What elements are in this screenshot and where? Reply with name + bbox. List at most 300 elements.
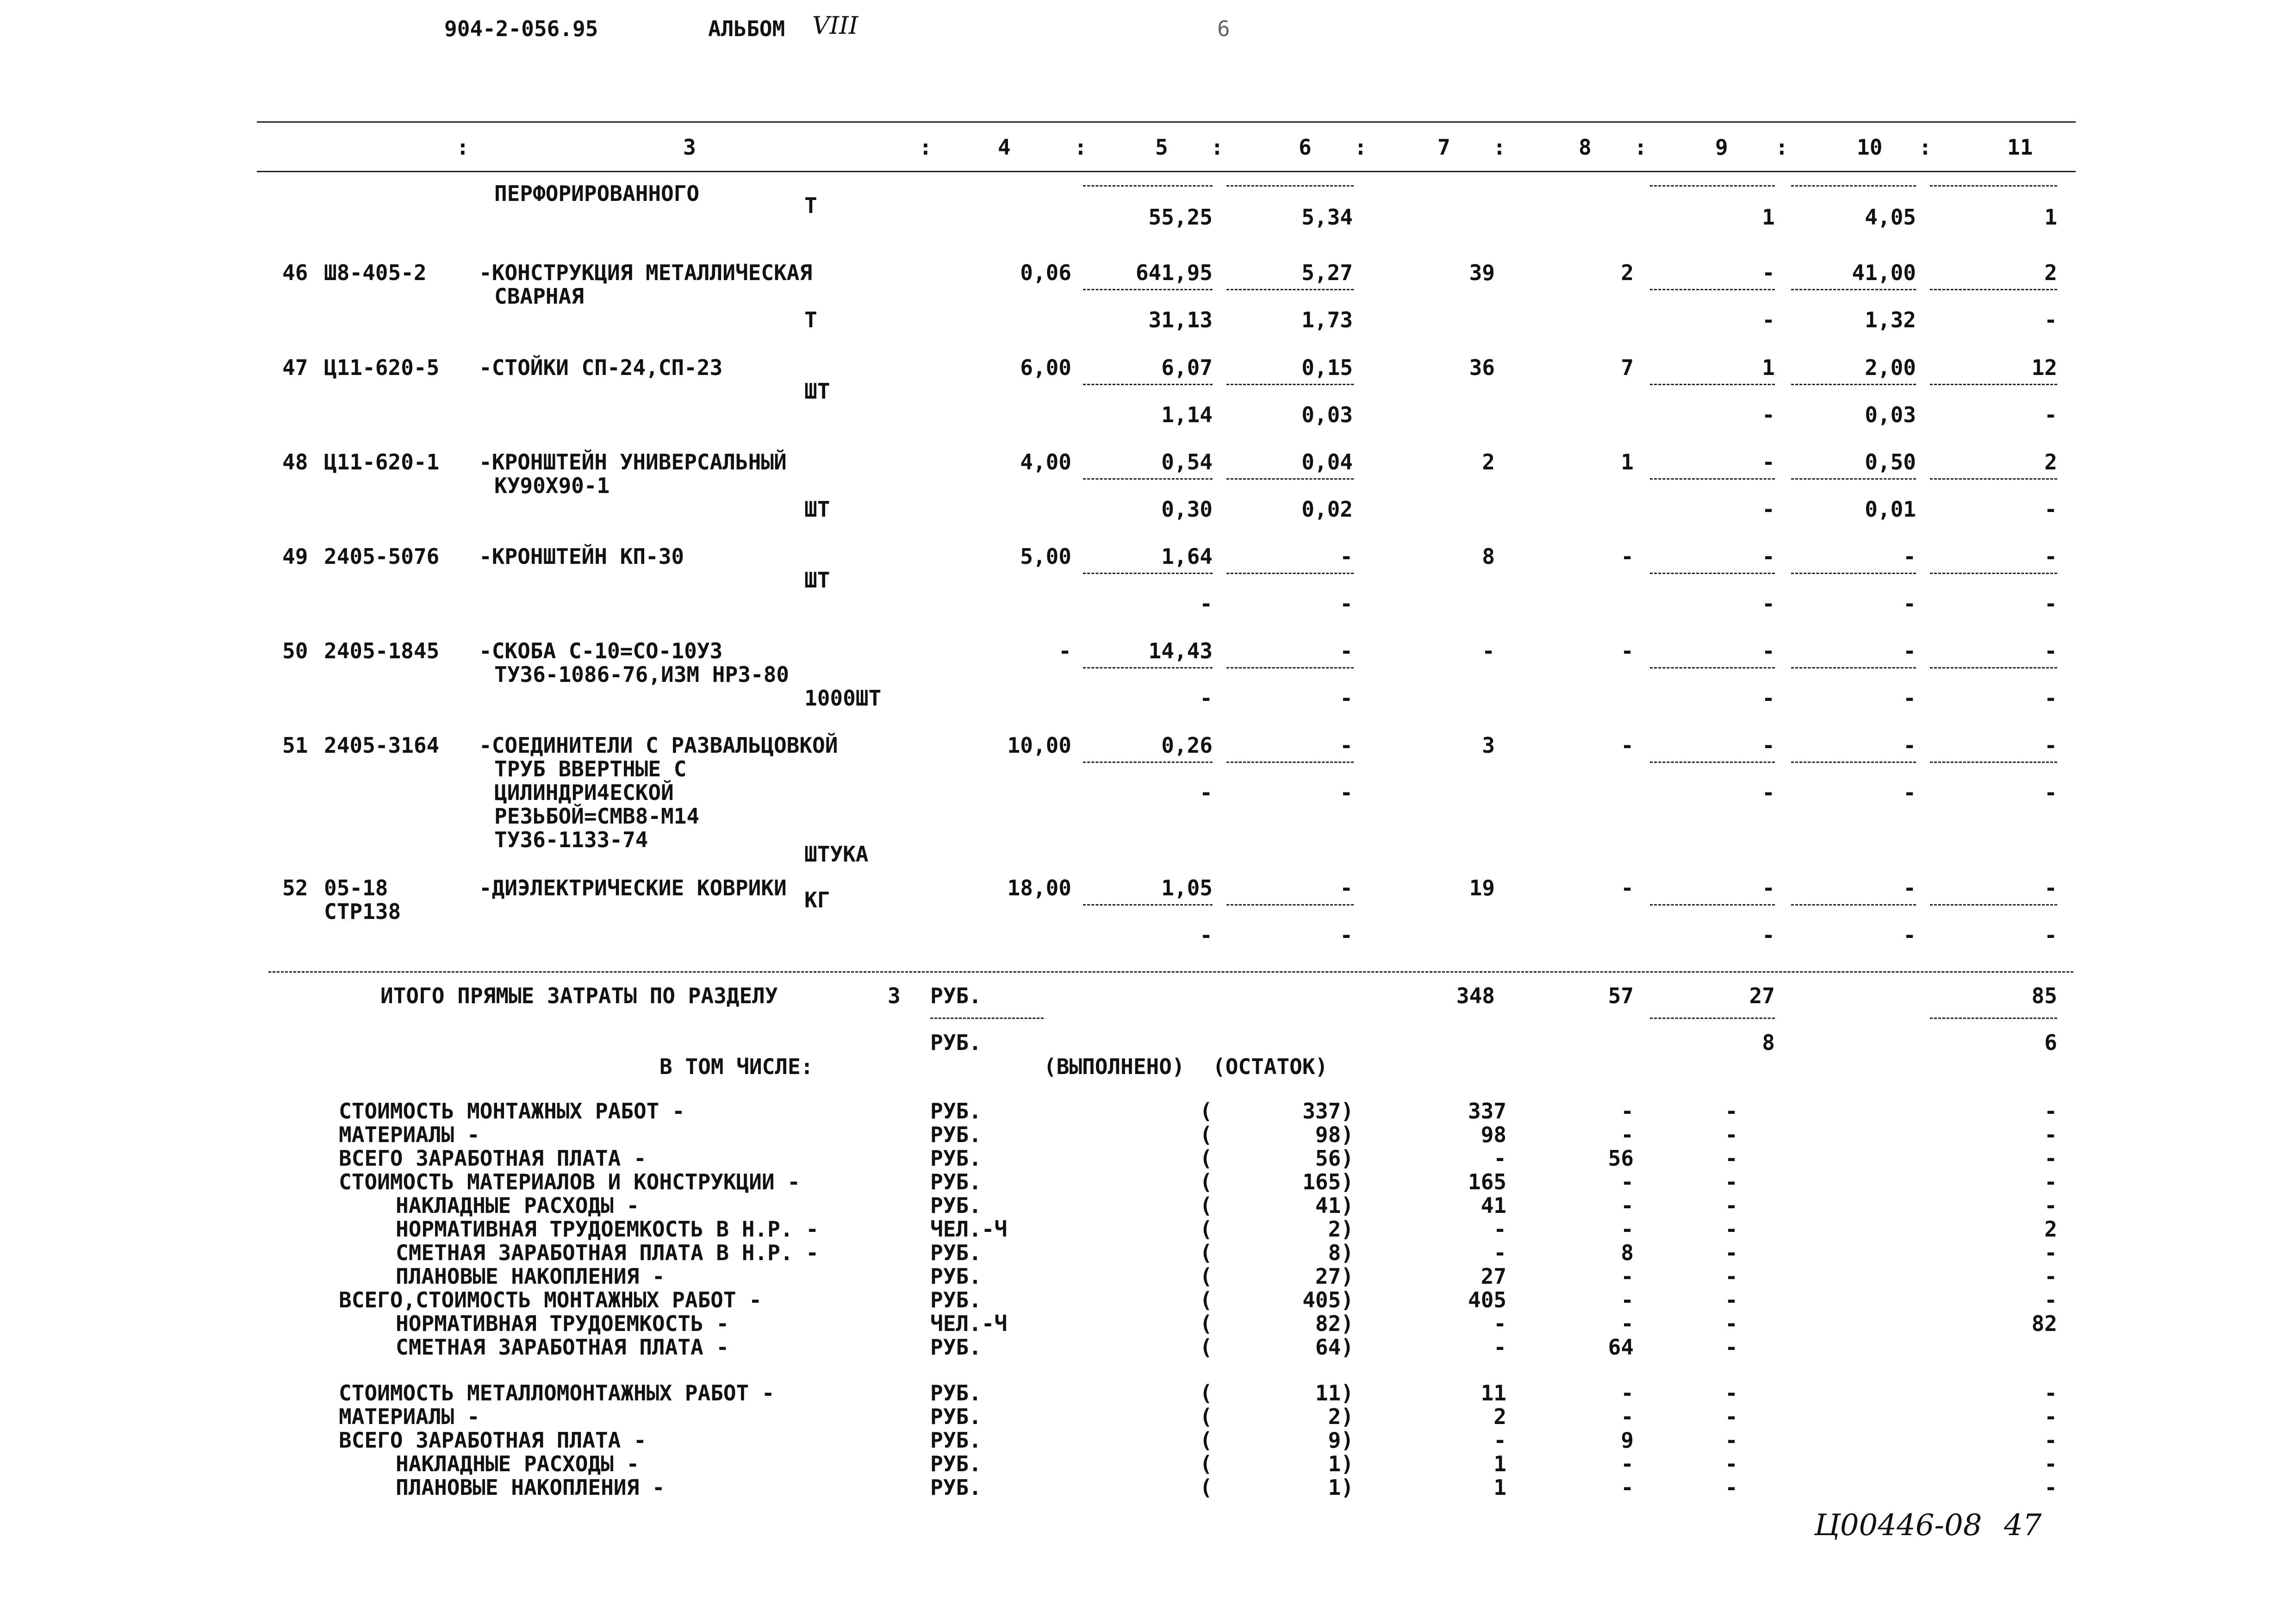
breakdown-c7: -	[1493, 1428, 1506, 1453]
breakdown-c8: -	[1621, 1404, 1634, 1429]
cell-rule	[1083, 573, 1213, 574]
row-unit: Т	[804, 193, 817, 218]
breakdown-c7: -	[1493, 1335, 1506, 1360]
cell-c6: 0,04	[1301, 450, 1353, 475]
open-paren: (	[1200, 1264, 1213, 1289]
cell-c6b: 0,03	[1301, 402, 1353, 427]
row-unit: ШТ	[804, 497, 830, 522]
cell-c10b: 0,01	[1865, 497, 1916, 522]
column-header-3: 3	[683, 135, 696, 160]
cell-c6: -	[1340, 733, 1353, 758]
totals-c11-rule	[1930, 1018, 2057, 1019]
row-code: 2405-5076	[324, 544, 440, 569]
breakdown-unit: РУБ.	[930, 1240, 982, 1265]
breakdown-label: СМЕТНАЯ ЗАРАБОТНАЯ ПЛАТА В Н.Р. -	[396, 1240, 819, 1265]
cell-c10: -	[1903, 544, 1916, 569]
breakdown-c9: -	[1725, 1122, 1738, 1147]
cell-rule	[1083, 762, 1213, 763]
breakdown-c11: -	[2044, 1122, 2057, 1147]
cell-c4: 5,00	[1020, 544, 1071, 569]
cell-rule	[1083, 289, 1213, 290]
breakdown-c9: -	[1725, 1193, 1738, 1218]
cell-c11: 2	[2044, 450, 2057, 475]
handwritten-page-number: 47	[2004, 1508, 2042, 1543]
cell-rule	[1650, 573, 1775, 574]
breakdown-c11: 82	[2031, 1311, 2057, 1336]
row-name: -КРОНШТЕЙН КП-30	[479, 544, 684, 569]
cell-rule	[1791, 667, 1916, 668]
including-label: В ТОМ ЧИСЛЕ:	[660, 1054, 814, 1079]
cell-c8: -	[1621, 544, 1634, 569]
breakdown-c7: 98	[1481, 1122, 1506, 1147]
cell-rule	[1226, 478, 1354, 480]
open-paren: (	[1200, 1122, 1213, 1147]
breakdown-done: 27)	[1315, 1264, 1354, 1289]
cell-c9b: -	[1762, 402, 1775, 427]
breakdown-c7: 337	[1468, 1099, 1506, 1124]
open-paren: (	[1200, 1428, 1213, 1453]
cell-rule	[1226, 573, 1354, 574]
column-separator: :	[1354, 135, 1367, 160]
breakdown-unit: РУБ.	[930, 1193, 982, 1218]
row-name: КУ90Х90-1	[494, 473, 610, 498]
open-paren: (	[1200, 1193, 1213, 1218]
row-name: -СОЕДИНИТЕЛИ С РАЗВАЛЬЦОВКОЙ	[479, 733, 838, 758]
cell-c7: 8	[1482, 544, 1495, 569]
cell-c9: -	[1762, 733, 1775, 758]
cell-c10b: 0,03	[1865, 402, 1916, 427]
column-separator: :	[1211, 135, 1224, 160]
cell-c5b: 1,14	[1161, 402, 1213, 427]
cell-c9: 1	[1762, 355, 1775, 380]
breakdown-done: 64)	[1315, 1335, 1354, 1360]
cell-c9b: -	[1762, 780, 1775, 805]
row-number: 48	[282, 450, 308, 475]
breakdown-done: 98)	[1315, 1122, 1354, 1147]
cell-rule	[1930, 762, 2057, 763]
cell-rule	[1791, 573, 1916, 574]
cell-rule	[1226, 289, 1354, 290]
breakdown-unit: РУБ.	[930, 1404, 982, 1429]
breakdown-label: СТОИМОСТЬ МОНТАЖНЫХ РАБОТ -	[339, 1099, 685, 1124]
row-number: 52	[282, 875, 308, 900]
column-separator: :	[456, 135, 469, 160]
cell-rule	[1650, 384, 1775, 385]
column-separator: :	[919, 135, 932, 160]
cell-rule	[1650, 762, 1775, 763]
cell-c9b: -	[1762, 591, 1775, 616]
open-paren: (	[1200, 1451, 1213, 1476]
handwritten-stamp: Ц00446-08	[1814, 1508, 1982, 1543]
cell-rule	[1791, 289, 1916, 290]
row-name: -СТОЙКИ СП-24,СП-23	[479, 355, 723, 380]
breakdown-label: СМЕТНАЯ ЗАРАБОТНАЯ ПЛАТА -	[396, 1335, 729, 1360]
breakdown-c11: -	[2044, 1287, 2057, 1312]
row-name: -СКОБА С-10=СО-10У3	[479, 638, 723, 663]
cell-c10: 2,00	[1865, 355, 1916, 380]
cell-c7: 19	[1469, 875, 1495, 900]
breakdown-c11: -	[2044, 1264, 2057, 1289]
cell-rule	[1083, 384, 1213, 385]
open-paren: (	[1200, 1099, 1213, 1124]
row-number: 51	[282, 733, 308, 758]
cell-c4: 0,06	[1020, 260, 1071, 285]
cell-c11: -	[2044, 544, 2057, 569]
column-separator: :	[1919, 135, 1932, 160]
breakdown-done: 1)	[1328, 1451, 1354, 1476]
cell-c9: -	[1762, 450, 1775, 475]
breakdown-done: 41)	[1315, 1193, 1354, 1218]
breakdown-c8: -	[1621, 1451, 1634, 1476]
cell-c5b: -	[1200, 780, 1213, 805]
breakdown-done: 9)	[1328, 1428, 1354, 1453]
breakdown-c9: -	[1725, 1099, 1738, 1124]
breakdown-c8: -	[1621, 1380, 1634, 1405]
cell-rule	[1083, 478, 1213, 480]
cell-c6: -	[1340, 638, 1353, 663]
cell-rule	[1930, 384, 2057, 385]
breakdown-c11: -	[2044, 1380, 2057, 1405]
column-header-10: 10	[1857, 135, 1883, 160]
cell-c5: 0,26	[1161, 733, 1213, 758]
breakdown-c8: -	[1621, 1099, 1634, 1124]
row-name: РЕЗЬБОЙ=СМВ8-М14	[494, 804, 700, 829]
cell-c10b: -	[1903, 591, 1916, 616]
cell-c5: 6,07	[1161, 355, 1213, 380]
cell-c7: 36	[1469, 355, 1495, 380]
album-number: VIII	[812, 12, 859, 40]
cell-rule	[1791, 904, 1916, 906]
breakdown-c9: -	[1725, 1240, 1738, 1265]
cell-c8: 2	[1621, 260, 1634, 285]
cell-c11b: -	[2044, 780, 2057, 805]
breakdown-c7: 2	[1493, 1404, 1506, 1429]
cell-c8: -	[1621, 638, 1634, 663]
cell-c7: -	[1482, 638, 1495, 663]
breakdown-c8: 9	[1621, 1428, 1634, 1453]
breakdown-c11: -	[2044, 1099, 2057, 1124]
breakdown-unit: РУБ.	[930, 1428, 982, 1453]
cell-rule	[1226, 762, 1354, 763]
breakdown-unit: РУБ.	[930, 1380, 982, 1405]
breakdown-unit: РУБ.	[930, 1122, 982, 1147]
breakdown-unit: ЧЕЛ.-Ч	[930, 1217, 1008, 1242]
cell-rule	[1650, 667, 1775, 668]
document-code: 904-2-056.95	[444, 16, 598, 41]
row-code: 2405-1845	[324, 638, 440, 663]
row-name: ТУ36-1086-76,ИЗМ НР3-80	[494, 662, 789, 687]
breakdown-label: МАТЕРИАЛЫ -	[339, 1404, 480, 1429]
totals-c8: 57	[1608, 983, 1634, 1008]
cell-c9b: -	[1762, 923, 1775, 948]
totals-label: ИТОГО ПРЯМЫЕ ЗАТРАТЫ ПО РАЗДЕЛУ	[380, 983, 778, 1008]
breakdown-done: 405)	[1302, 1287, 1354, 1312]
breakdown-c8: -	[1621, 1217, 1634, 1242]
cell-c6b: -	[1340, 591, 1353, 616]
cell-c11b: -	[2044, 497, 2057, 522]
cell-c6b: 0,02	[1301, 497, 1353, 522]
cell-rule	[1791, 185, 1916, 187]
breakdown-c8: -	[1621, 1287, 1634, 1312]
cell-rule	[1083, 904, 1213, 906]
row-name: СВАРНАЯ	[494, 284, 584, 309]
totals-c7: 348	[1456, 983, 1495, 1008]
cell-c11: -	[2044, 875, 2057, 900]
cell-rule	[1083, 185, 1213, 187]
cell-rule	[1930, 185, 2057, 187]
cell-c11b: -	[2044, 591, 2057, 616]
breakdown-label: НАКЛАДНЫЕ РАСХОДЫ -	[396, 1193, 640, 1218]
cell-c10b: -	[1903, 923, 1916, 948]
cell-c11: 12	[2031, 355, 2057, 380]
cell-c11: -	[2044, 733, 2057, 758]
cell-c5b: 0,30	[1161, 497, 1213, 522]
row-name: -КОНСТРУКЦИЯ МЕТАЛЛИЧЕСКАЯ	[479, 260, 813, 285]
cell-c9: -	[1762, 544, 1775, 569]
breakdown-c11: -	[2044, 1193, 2057, 1218]
row-name: ПЕРФОРИРОВАННОГО	[494, 181, 700, 206]
breakdown-c8: -	[1621, 1264, 1634, 1289]
breakdown-label: НОРМАТИВНАЯ ТРУДОЕМКОСТЬ В Н.Р. -	[396, 1217, 819, 1242]
cell-c5b: -	[1200, 686, 1213, 711]
breakdown-label: НОРМАТИВНАЯ ТРУДОЕМКОСТЬ -	[396, 1311, 729, 1336]
cell-c8: 1	[1621, 450, 1634, 475]
row-name: -КРОНШТЕЙН УНИВЕРСАЛЬНЫЙ	[479, 450, 787, 475]
open-paren: (	[1200, 1169, 1213, 1194]
cell-c10b: -	[1903, 780, 1916, 805]
cell-c10b: 4,05	[1865, 205, 1916, 230]
breakdown-c8: 64	[1608, 1335, 1634, 1360]
cell-c5: 14,43	[1148, 638, 1213, 663]
cell-c10: 41,00	[1852, 260, 1916, 285]
breakdown-c9: -	[1725, 1146, 1738, 1171]
breakdown-c7: 11	[1481, 1380, 1506, 1405]
cell-c11b: -	[2044, 402, 2057, 427]
breakdown-c7: -	[1493, 1240, 1506, 1265]
breakdown-label: ВСЕГО ЗАРАБОТНАЯ ПЛАТА -	[339, 1146, 647, 1171]
cell-c6b: -	[1340, 780, 1353, 805]
cell-c10: -	[1903, 733, 1916, 758]
cell-c5: 1,64	[1161, 544, 1213, 569]
breakdown-c9: -	[1725, 1287, 1738, 1312]
column-header-7: 7	[1437, 135, 1450, 160]
breakdown-label: СТОИМОСТЬ МЕТАЛЛОМОНТАЖНЫХ РАБОТ -	[339, 1380, 775, 1405]
column-header-11: 11	[2007, 135, 2033, 160]
open-paren: (	[1200, 1475, 1213, 1500]
row-code: 2405-3164	[324, 733, 440, 758]
breakdown-c9: -	[1725, 1264, 1738, 1289]
cell-c5: 641,95	[1135, 260, 1213, 285]
breakdown-c9: -	[1725, 1428, 1738, 1453]
column-header-9: 9	[1715, 135, 1728, 160]
open-paren: (	[1200, 1287, 1213, 1312]
cell-c7: 3	[1482, 733, 1495, 758]
rest-label: (ОСТАТОК)	[1213, 1054, 1328, 1079]
row-code: Ц11-620-1	[324, 450, 440, 475]
breakdown-done: 2)	[1328, 1217, 1354, 1242]
breakdown-c11: -	[2044, 1404, 2057, 1429]
cell-c6: -	[1340, 875, 1353, 900]
totals-unit2: РУБ.	[930, 1030, 982, 1055]
breakdown-done: 8)	[1328, 1240, 1354, 1265]
cell-c9b: 1	[1762, 205, 1775, 230]
cell-c8: -	[1621, 875, 1634, 900]
cell-rule	[1226, 185, 1354, 187]
open-paren: (	[1200, 1217, 1213, 1242]
breakdown-done: 11)	[1315, 1380, 1354, 1405]
cell-c5b: 31,13	[1148, 307, 1213, 332]
breakdown-done: 1)	[1328, 1475, 1354, 1500]
cell-c5b: -	[1200, 591, 1213, 616]
cell-c5b: -	[1200, 923, 1213, 948]
breakdown-label: МАТЕРИАЛЫ -	[339, 1122, 480, 1147]
row-unit: КГ	[804, 887, 830, 912]
breakdown-c9: -	[1725, 1217, 1738, 1242]
cell-rule	[1083, 667, 1213, 668]
cell-c9: -	[1762, 875, 1775, 900]
cell-c9b: -	[1762, 497, 1775, 522]
row-unit: 1000ШТ	[804, 686, 882, 711]
row-code: 05-18	[324, 875, 388, 900]
row-number: 46	[282, 260, 308, 285]
cell-c5: 0,54	[1161, 450, 1213, 475]
open-paren: (	[1200, 1404, 1213, 1429]
breakdown-c11: -	[2044, 1475, 2057, 1500]
done-label: (ВЫПОЛНЕНО)	[1044, 1054, 1185, 1079]
column-header-5: 5	[1155, 135, 1168, 160]
breakdown-c8: -	[1621, 1475, 1634, 1500]
cell-rule	[1226, 384, 1354, 385]
table-top-rule	[257, 121, 2076, 123]
breakdown-c11: -	[2044, 1169, 2057, 1194]
cell-c11b: -	[2044, 686, 2057, 711]
cell-c9b: -	[1762, 307, 1775, 332]
breakdown-done: 165)	[1302, 1169, 1354, 1194]
cell-c9b: -	[1762, 686, 1775, 711]
cell-rule	[1791, 762, 1916, 763]
breakdown-c8: 8	[1621, 1240, 1634, 1265]
row-unit: ШТ	[804, 568, 830, 593]
cell-c4: 6,00	[1020, 355, 1071, 380]
cell-c11b: 1	[2044, 205, 2057, 230]
cell-c10: 0,50	[1865, 450, 1916, 475]
breakdown-c7: -	[1493, 1311, 1506, 1336]
cell-c7: 39	[1469, 260, 1495, 285]
row-code: Ц11-620-5	[324, 355, 440, 380]
breakdown-c11: -	[2044, 1451, 2057, 1476]
cell-rule	[1650, 478, 1775, 480]
cell-c10b: -	[1903, 686, 1916, 711]
column-separator: :	[1775, 135, 1788, 160]
breakdown-unit: РУБ.	[930, 1335, 982, 1360]
cell-c6b: -	[1340, 923, 1353, 948]
breakdown-c7: 27	[1481, 1264, 1506, 1289]
cell-c11: 2	[2044, 260, 2057, 285]
breakdown-unit: РУБ.	[930, 1146, 982, 1171]
totals-unit-rule	[930, 1018, 1044, 1019]
cell-c4: 4,00	[1020, 450, 1071, 475]
row-name: -ДИЭЛЕКТРИЧЕСКИЕ КОВРИКИ	[479, 875, 787, 900]
breakdown-c8: -	[1621, 1311, 1634, 1336]
breakdown-label: ПЛАНОВЫЕ НАКОПЛЕНИЯ -	[396, 1264, 665, 1289]
row-number: 49	[282, 544, 308, 569]
breakdown-c8: 56	[1608, 1146, 1634, 1171]
cell-c6b: -	[1340, 686, 1353, 711]
breakdown-unit: РУБ.	[930, 1099, 982, 1124]
cell-c5b: 55,25	[1148, 205, 1213, 230]
totals-c9: 27	[1749, 983, 1775, 1008]
cell-c9: -	[1762, 638, 1775, 663]
cell-c4: -	[1058, 638, 1071, 663]
cell-c8: -	[1621, 733, 1634, 758]
breakdown-unit: РУБ.	[930, 1475, 982, 1500]
breakdown-c9: -	[1725, 1380, 1738, 1405]
open-paren: (	[1200, 1380, 1213, 1405]
breakdown-done: 82)	[1315, 1311, 1354, 1336]
cell-c10: -	[1903, 638, 1916, 663]
breakdown-c7: 41	[1481, 1193, 1506, 1218]
breakdown-c7: -	[1493, 1146, 1506, 1171]
breakdown-c11: 2	[2044, 1217, 2057, 1242]
cell-rule	[1930, 289, 2057, 290]
breakdown-label: ВСЕГО ЗАРАБОТНАЯ ПЛАТА -	[339, 1428, 647, 1453]
breakdown-label: НАКЛАДНЫЕ РАСХОДЫ -	[396, 1451, 640, 1476]
breakdown-c8: -	[1621, 1169, 1634, 1194]
breakdown-label: СТОИМОСТЬ МАТЕРИАЛОВ И КОНСТРУКЦИИ -	[339, 1169, 800, 1194]
cell-rule	[1930, 667, 2057, 668]
row-name: ТРУБ ВВЕРТНЫЕ С	[494, 756, 687, 781]
cell-rule	[1650, 289, 1775, 290]
breakdown-c9: -	[1725, 1404, 1738, 1429]
breakdown-c9: -	[1725, 1169, 1738, 1194]
row-unit: ШТ	[804, 379, 830, 404]
totals-section: 3	[888, 983, 901, 1008]
breakdown-c7: 165	[1468, 1169, 1506, 1194]
breakdown-c7: -	[1493, 1217, 1506, 1242]
column-header-4: 4	[998, 135, 1011, 160]
totals-unit: РУБ.	[930, 983, 982, 1008]
row-unit: ШТУКА	[804, 841, 869, 867]
breakdown-c7: 1	[1493, 1475, 1506, 1500]
breakdown-done: 337)	[1302, 1099, 1354, 1124]
breakdown-c9: -	[1725, 1451, 1738, 1476]
row-number: 47	[282, 355, 308, 380]
breakdown-unit: ЧЕЛ.-Ч	[930, 1311, 1008, 1336]
breakdown-c9: -	[1725, 1475, 1738, 1500]
breakdown-c9: -	[1725, 1335, 1738, 1360]
cell-c10b: 1,32	[1865, 307, 1916, 332]
totals-c9-rule	[1650, 1018, 1775, 1019]
cell-rule	[1930, 573, 2057, 574]
open-paren: (	[1200, 1335, 1213, 1360]
breakdown-unit: РУБ.	[930, 1169, 982, 1194]
totals-c11b: 6	[2044, 1030, 2057, 1055]
cell-c6b: 1,73	[1301, 307, 1353, 332]
cell-rule	[1650, 185, 1775, 187]
cell-c6: -	[1340, 544, 1353, 569]
column-header-8: 8	[1579, 135, 1592, 160]
cell-c4: 18,00	[1007, 875, 1071, 900]
cell-rule	[1226, 667, 1354, 668]
column-header-6: 6	[1299, 135, 1312, 160]
breakdown-c7: 405	[1468, 1287, 1506, 1312]
breakdown-done: 2)	[1328, 1404, 1354, 1429]
cell-rule	[1930, 478, 2057, 480]
breakdown-done: 56)	[1315, 1146, 1354, 1171]
cell-rule	[1930, 904, 2057, 906]
cell-c4: 10,00	[1007, 733, 1071, 758]
cell-c5: 1,05	[1161, 875, 1213, 900]
